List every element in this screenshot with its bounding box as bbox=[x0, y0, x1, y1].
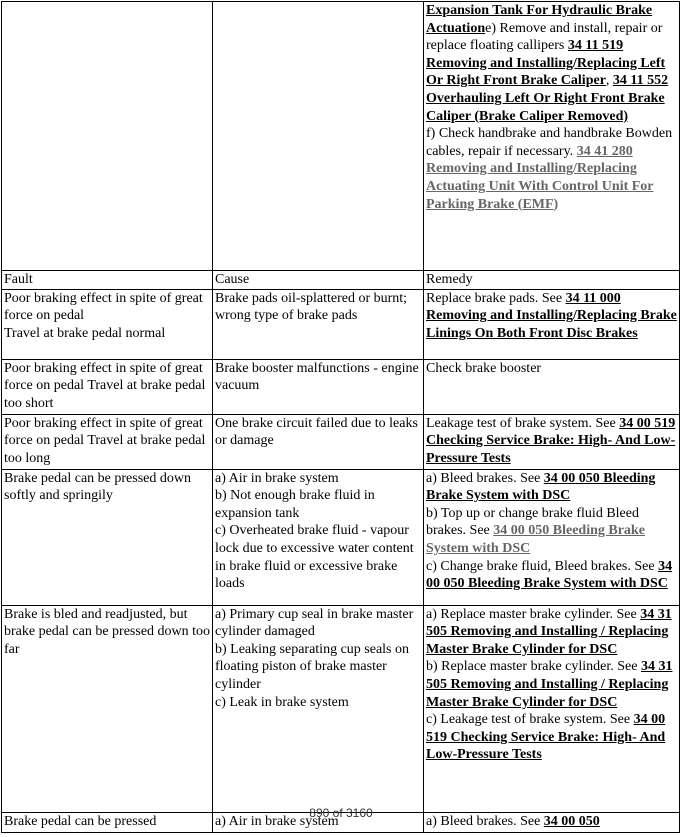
remedy-text: e) Remove and install, repair or replace floating callipers bbox=[426, 20, 663, 54]
header-fault: Fault bbox=[2, 271, 213, 290]
reference-link[interactable]: 34 00 050 Bleeding Brake System with DSC bbox=[426, 470, 656, 504]
remedy-text: f) Check handbrake and handbrake Bowden cables, repair if necessary. bbox=[426, 126, 673, 159]
cause-text: Brake pads oil-splattered or burnt; wrong type of brake pads bbox=[215, 290, 408, 324]
cause-text: One brake circuit failed due to leaks or damage bbox=[215, 415, 418, 449]
reference-link[interactable]: 34 31 505 Removing and Installing / Replacing Master Brake Cylinder for DSC bbox=[426, 659, 673, 710]
fault-cell bbox=[2, 414, 213, 469]
table-row bbox=[2, 812, 680, 832]
table-row bbox=[2, 605, 680, 812]
table-row bbox=[2, 414, 680, 469]
reference-link[interactable]: 34 11 000 Removing and Installing/Replacing Brake Linings On Both Front Disc Brakes bbox=[426, 290, 677, 341]
cause-cell bbox=[213, 812, 424, 832]
header-remedy: Remedy bbox=[424, 271, 680, 290]
fault-cell bbox=[2, 605, 213, 812]
reference-link[interactable]: Expansion Tank For Hydraulic Brake Actuation bbox=[426, 3, 653, 36]
fault-text: Brake is bled and readjusted, but brake pedal can be pressed down too far bbox=[4, 606, 211, 657]
fault-cell bbox=[2, 359, 213, 414]
remedy-cell bbox=[424, 359, 680, 414]
reference-link[interactable]: 34 11 519 Removing and Installing/Replacing Left Or Right Front Brake Caliper bbox=[426, 38, 666, 89]
table-row bbox=[2, 289, 680, 359]
remedy-text: b) Replace master brake cylinder. See bbox=[426, 659, 641, 675]
remedy-text: b) Top up or change brake fluid Bleed brakes. See bbox=[426, 505, 639, 539]
remedy-text: Leakage test of brake system. See bbox=[426, 415, 620, 431]
cause-cell bbox=[213, 605, 424, 812]
remedy-cell bbox=[424, 414, 680, 469]
fault-cell bbox=[2, 812, 213, 832]
cause-text: a) Air in brake system bbox=[215, 470, 339, 486]
remedy-cell bbox=[424, 605, 680, 812]
remedy-text: a) Bleed brakes. See bbox=[426, 470, 544, 486]
remedy-text: , bbox=[605, 73, 613, 89]
table-row bbox=[2, 359, 680, 414]
fault-text: Poor braking effect in spite of great force on pedal Travel at brake pedal too short bbox=[4, 360, 206, 411]
fault-text: Poor braking effect in spite of great force on pedal bbox=[4, 290, 203, 324]
cause-text: c) Overheated brake fluid - vapour lock due to excessive water content in brake fluid or excessive brake loads bbox=[215, 523, 414, 592]
cause-text: c) Leak in brake system bbox=[215, 694, 349, 710]
reference-link[interactable]: 34 00 050 Bleeding Brake System with DSC bbox=[426, 558, 673, 592]
remedy-cell bbox=[424, 2, 680, 271]
cause-cell bbox=[213, 469, 424, 605]
cause-cell bbox=[213, 289, 424, 359]
cause-text: b) Leaking separating cup seals on floating piston of brake master cylinder bbox=[215, 641, 409, 692]
reference-link[interactable]: 34 00 519 Checking Service Brake: High- And Low-Pressure Tests bbox=[426, 712, 666, 763]
cause-text: a) Primary cup seal in brake master cylinder damaged bbox=[215, 606, 414, 640]
remedy-text: a) Bleed brakes. See bbox=[426, 813, 544, 829]
fault-text: Brake pedal can be pressed bbox=[4, 813, 157, 829]
reference-link[interactable]: 34 31 505 Removing and Installing / Replacing Master Brake Cylinder for DSC bbox=[426, 606, 672, 657]
fault-text: Brake pedal can be pressed down softly and springily bbox=[4, 470, 191, 504]
remedy-cell bbox=[424, 469, 680, 605]
fault-cell bbox=[2, 2, 213, 271]
remedy-text: c) Leakage test of brake system. See bbox=[426, 712, 634, 728]
fault-cell bbox=[2, 289, 213, 359]
header-row bbox=[2, 271, 680, 290]
cause-text: Brake booster malfunctions - engine vacuum bbox=[215, 360, 419, 394]
reference-link[interactable]: 34 00 050 bbox=[543, 813, 600, 829]
header-cause: Cause bbox=[213, 271, 424, 290]
troubleshooting-table bbox=[1, 1, 680, 833]
reference-link[interactable]: 34 41 280 Removing and Installing/Replacing Actuating Unit With Control Unit For Parking Brake (EMF) bbox=[426, 143, 654, 212]
fault-text: Poor braking effect in spite of great force on pedal Travel at brake pedal too long bbox=[4, 415, 206, 466]
remedy-cell bbox=[424, 812, 680, 832]
reference-link[interactable]: 34 11 552 Overhauling Left Or Right Front Brake Caliper (Brake Caliper Removed) bbox=[426, 73, 669, 124]
fault-cell bbox=[2, 469, 213, 605]
reference-link[interactable]: 34 00 519 Checking Service Brake: High- And Low-Pressure Tests bbox=[426, 415, 676, 466]
fault-text: Travel at brake pedal normal bbox=[4, 325, 166, 341]
remedy-text: Check brake booster bbox=[426, 360, 542, 376]
table-row bbox=[2, 469, 680, 605]
cause-cell bbox=[213, 2, 424, 271]
reference-link[interactable]: 34 00 050 Bleeding Brake System with DSC bbox=[426, 523, 645, 556]
remedy-text: Replace brake pads. See bbox=[426, 290, 566, 306]
remedy-cell bbox=[424, 289, 680, 359]
cause-text: a) Air in brake system bbox=[215, 813, 339, 829]
page-number: 890 of 3160 bbox=[309, 806, 373, 820]
continuation-row bbox=[2, 2, 680, 271]
cause-cell bbox=[213, 359, 424, 414]
remedy-text: a) Replace master brake cylinder. See bbox=[426, 606, 641, 622]
cause-cell bbox=[213, 414, 424, 469]
remedy-text: c) Change brake fluid, Bleed brakes. See bbox=[426, 558, 659, 574]
cause-text: b) Not enough brake fluid in expansion tank bbox=[215, 488, 375, 521]
